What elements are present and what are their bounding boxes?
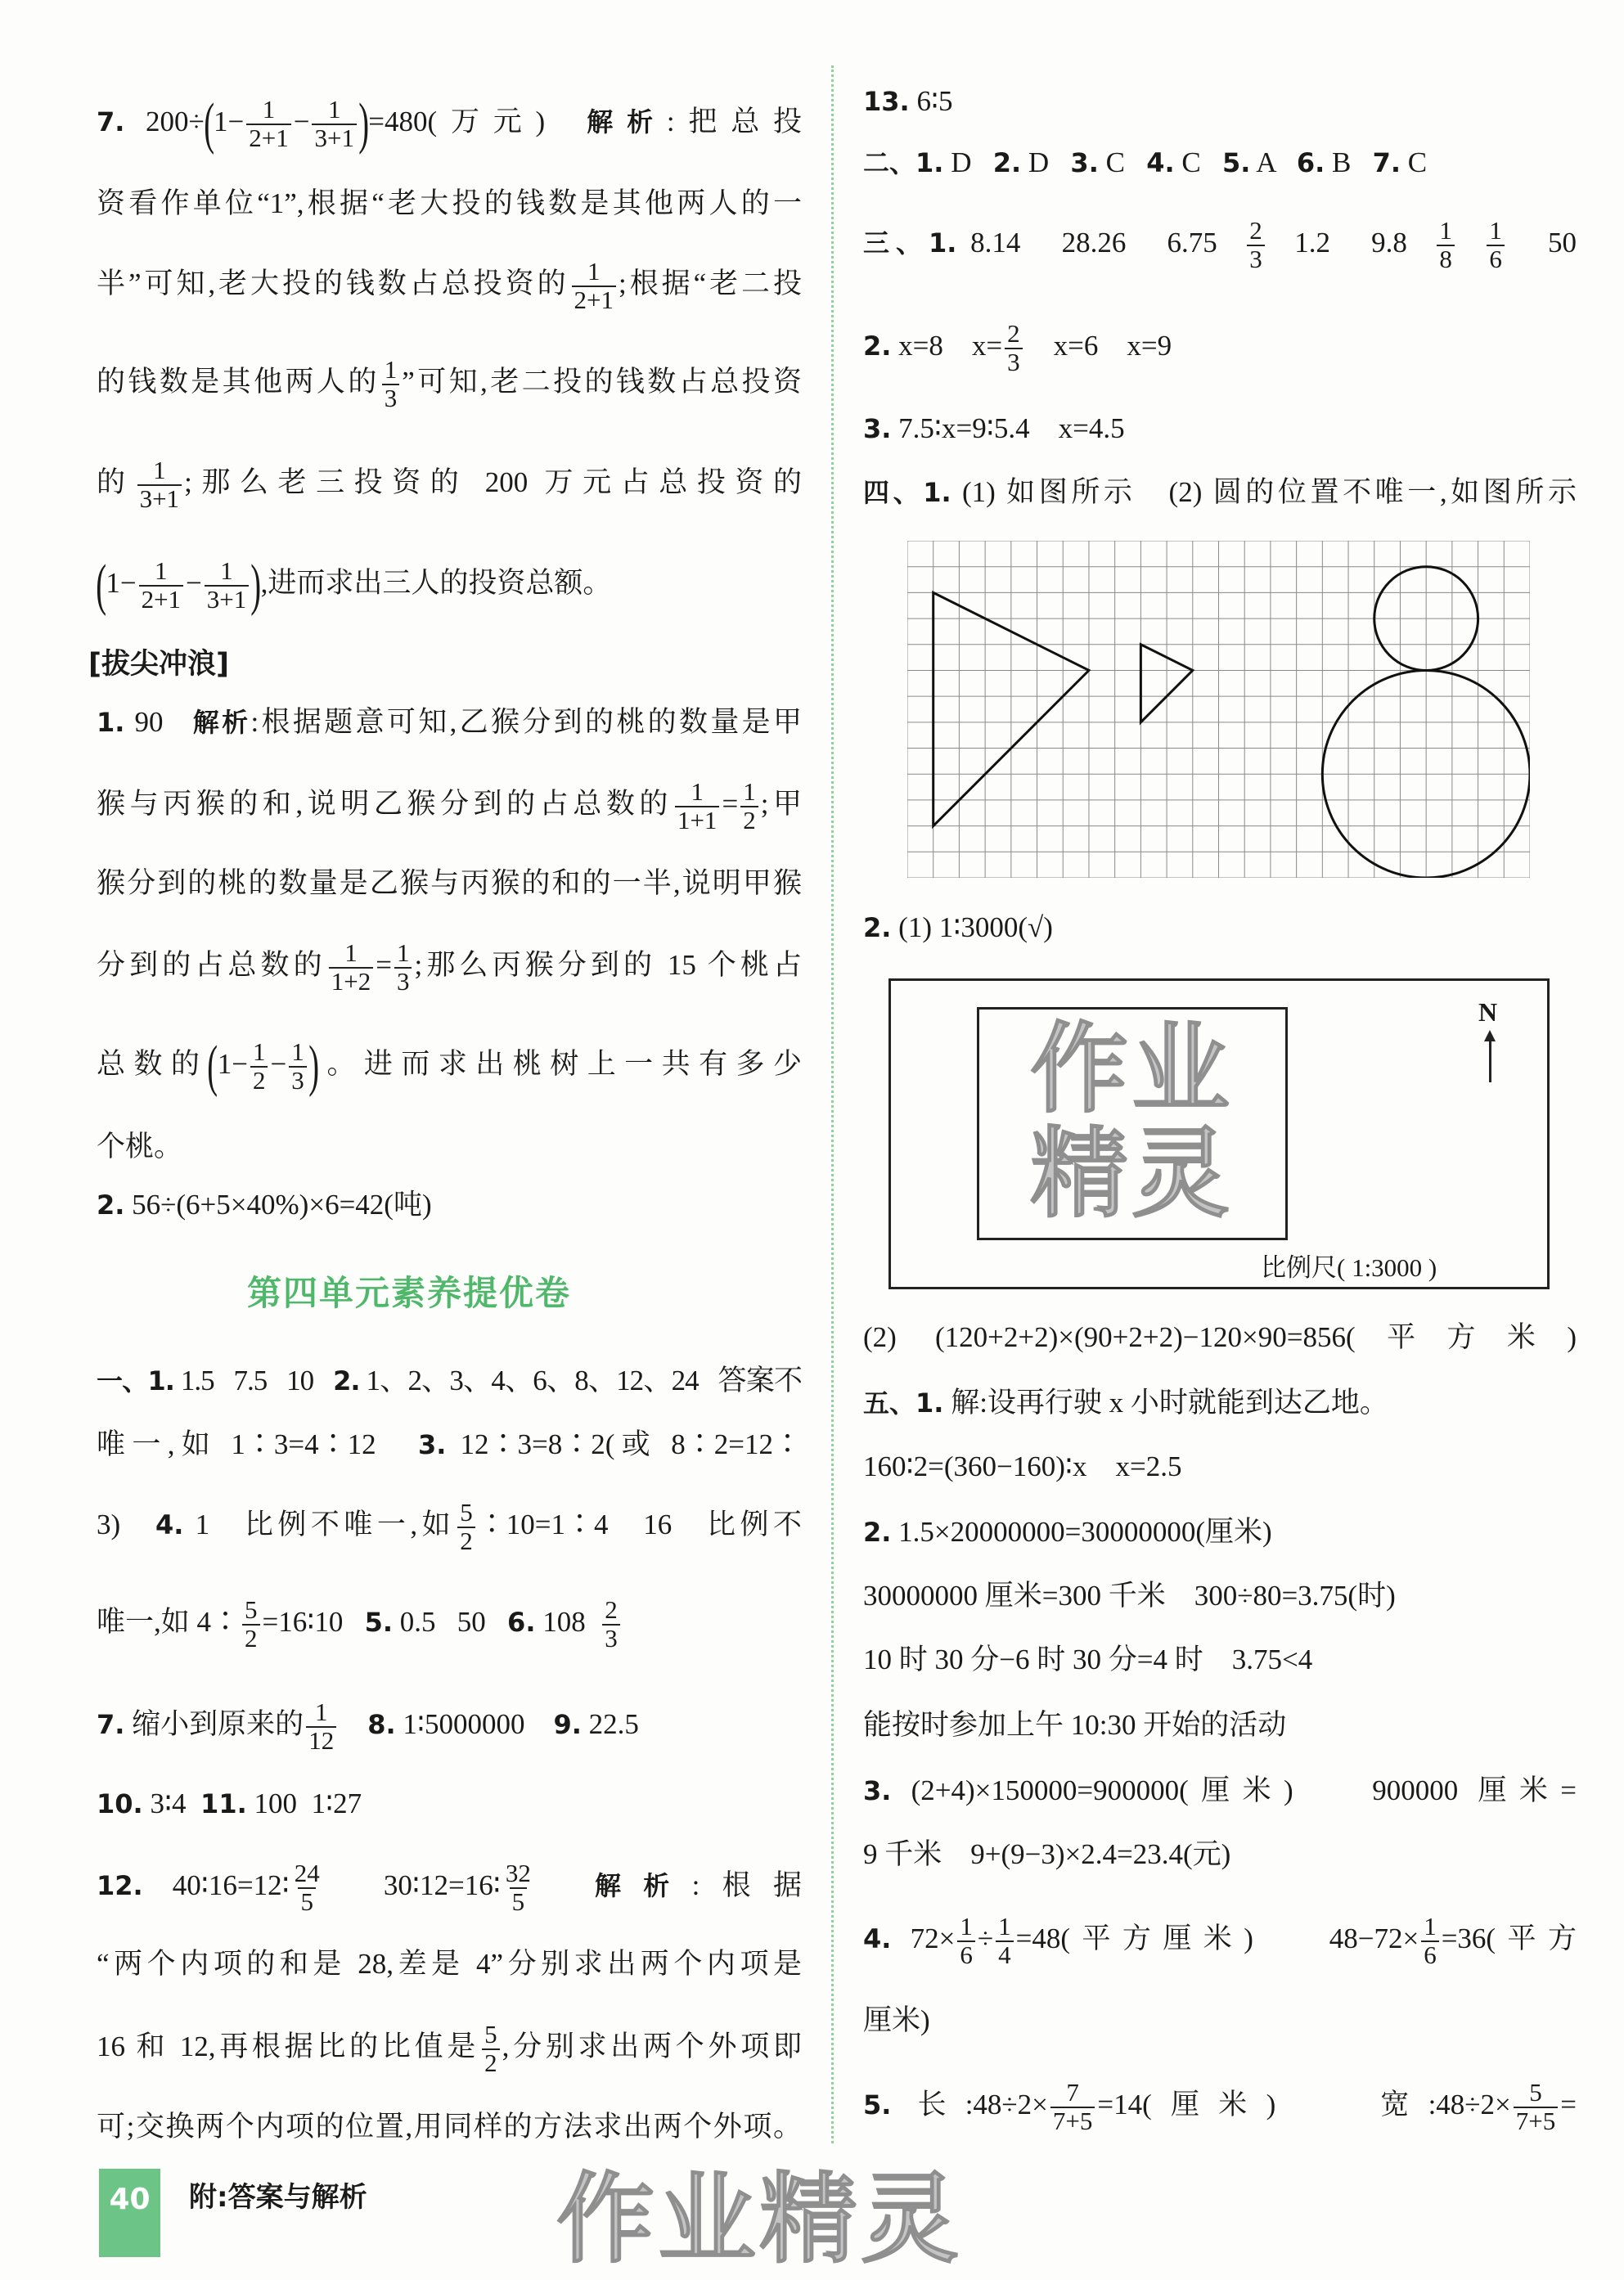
denominator: 3 [1005, 348, 1023, 376]
answer-line [97, 345, 802, 419]
fraction [740, 779, 758, 834]
fraction [306, 1699, 336, 1754]
text-run: 厘米) [863, 2004, 930, 2036]
big-parenthesis: ) [358, 92, 370, 155]
numerator: 5 [245, 1595, 258, 1625]
numerator: 2 [1007, 319, 1020, 349]
denominator: 1+1 [675, 806, 719, 834]
text-run: 1− [214, 106, 245, 137]
answer-line [863, 1366, 1577, 1440]
denominator: 3 [394, 967, 412, 996]
text-run: 解:设再行驶 x 小时就能到达乙地。 [943, 1387, 1388, 1419]
text-run: 12∶3=8∶2(或 8∶2=12∶ [446, 1428, 802, 1460]
numerator: 1 [1424, 1912, 1437, 1941]
fraction [572, 259, 616, 313]
text-run: C [1174, 146, 1222, 178]
text-run [1457, 227, 1484, 259]
fraction [1437, 218, 1455, 272]
bold-label: 5. [364, 1607, 394, 1638]
big-parenthesis: ) [308, 1034, 319, 1098]
denominator: 3+1 [205, 585, 249, 614]
text-run: ∶10=1∶4 16 比例不 [477, 1509, 802, 1540]
text-run: 。进而求出桃树上一共有多少 [318, 1048, 802, 1080]
fraction [242, 1597, 260, 1652]
answer-line [97, 546, 802, 620]
bold-label: 2. [863, 912, 892, 943]
text-run: 1、2、3、4、6、8、12、24 答案不 [359, 1365, 802, 1396]
numerator: 1 [587, 257, 601, 286]
text-run: 6∶5 [909, 85, 953, 117]
text-run: = [376, 949, 392, 981]
text-run: 3) [97, 1509, 155, 1540]
bold-label: 4. [1146, 147, 1175, 178]
fraction [457, 1500, 475, 1554]
bold-label: 3. [863, 413, 892, 444]
denominator: 1+2 [329, 967, 373, 996]
answer-line [863, 1984, 1577, 2057]
fraction [957, 1913, 975, 1968]
text-run: 的 [97, 466, 135, 498]
text-run: 唯一,如 4∶ [97, 1606, 241, 1638]
text-run: 个桃。 [97, 1131, 183, 1162]
fraction [602, 1597, 620, 1652]
numerator: 1 [220, 556, 233, 586]
denominator: 2+1 [246, 124, 290, 152]
answer-line [97, 85, 802, 159]
bold-label: 1. [97, 707, 125, 738]
answer-line [97, 1168, 802, 1242]
answer-line [97, 167, 802, 241]
text-run: ,进而求出三人的投资总额。 [260, 567, 612, 599]
text-run: B [1325, 146, 1373, 178]
fraction [675, 779, 719, 834]
text-run: (2+4)×150000=900000(厘米) 900000 厘米= [891, 1774, 1577, 1806]
answer-line [97, 2010, 802, 2084]
text-run: “两个内项的和是 28,差是 4”分别求出两个内项是 [97, 1948, 802, 1980]
numerator: 1 [396, 938, 410, 968]
text-run: 1− [106, 567, 137, 599]
answer-line [863, 456, 1577, 529]
text-run: =480(万元) [368, 106, 587, 137]
text-run: ”可知,老二投的钱数占总投资 [402, 366, 802, 398]
answer-line [863, 1430, 1577, 1504]
text-run: =14(厘米) 宽:48÷2× [1097, 2089, 1511, 2120]
bold-label: 五、1. [863, 1387, 944, 1419]
bold-label: 11. [200, 1788, 247, 1819]
bold-label: 2. [863, 331, 892, 362]
bold-label: 2. [97, 1189, 125, 1221]
bold-label: 5. [1221, 147, 1251, 178]
text-run: 猴分到的桃的数量是乙猴与丙猴的和的一半,说明甲猴 [97, 867, 802, 899]
denominator: 2+1 [572, 286, 616, 314]
page-number-badge: 40 [99, 2169, 160, 2257]
text-run: 30000000 厘米=300 千米 300÷80=3.75(时) [863, 1580, 1396, 1612]
numerator: 1 [998, 1912, 1011, 1941]
grid-figure [907, 541, 1530, 878]
bold-label: 5. [863, 2089, 892, 2120]
text-run: x=8 x= [891, 330, 1003, 362]
text-run: 分到的占总数的 [97, 949, 326, 981]
denominator: 2 [242, 1624, 260, 1653]
text-run: 40∶16=12∶ [142, 1869, 290, 1901]
bold-label: 解析 [192, 707, 251, 738]
text-run: 1 比例不唯一,如 [183, 1509, 456, 1540]
text-run: 22.5 [581, 1708, 639, 1740]
numerator: 1 [344, 938, 358, 968]
denominator: 7+5 [1514, 2107, 1558, 2135]
bold-label: 一、1. [97, 1365, 174, 1396]
answer-line [97, 1408, 802, 1482]
denominator: 12 [306, 1726, 336, 1755]
fraction [139, 558, 183, 613]
bold-label: 四、1. [863, 477, 951, 508]
text-run: 可;交换两个内项的位置,用同样的方法求出两个外项。 [97, 2111, 802, 2143]
text-run: − [270, 1048, 287, 1080]
answer-line [97, 1488, 802, 1562]
answer-line [863, 1754, 1577, 1828]
text-run: 0.5 50 [393, 1606, 508, 1638]
denominator: 8 [1437, 245, 1455, 273]
denominator: 3+1 [312, 124, 356, 152]
text-run: − [186, 567, 202, 599]
answer-line [97, 1028, 802, 1101]
denominator: 5 [510, 1887, 528, 1916]
text-run: A [1250, 146, 1297, 178]
big-parenthesis: ( [96, 553, 107, 617]
answer-line [863, 1818, 1577, 1891]
bold-label: 4. [155, 1509, 184, 1540]
numerator: 1 [960, 1912, 973, 1941]
text-run: (2) (120+2+2)×(90+2+2)−120×90=856(平方米) [863, 1321, 1577, 1353]
bold-label: 3. [1070, 147, 1099, 178]
text-run: 的钱数是其他两人的 [97, 366, 380, 398]
unit-title: 第四单元素养提优卷 [246, 1273, 571, 1313]
text-run: ;根据“老二投 [619, 268, 802, 299]
numerator: 1 [691, 777, 704, 807]
numerator: 1 [291, 1037, 304, 1067]
text-run [536, 1869, 595, 1901]
denominator: 5 [298, 1887, 316, 1916]
text-run: 1∶5000000 [395, 1708, 554, 1740]
text-run [339, 1708, 367, 1740]
answer-line [863, 1559, 1577, 1633]
text-run: 50 [1506, 227, 1577, 259]
answer-line [97, 2090, 802, 2164]
bold-label: 10. [97, 1788, 143, 1819]
text-run: 唯一,如 1∶3=4∶12 [97, 1428, 418, 1460]
bold-label: 9. [553, 1709, 582, 1740]
fraction [246, 97, 290, 151]
denominator: 3 [1247, 245, 1265, 273]
text-run: x=6 x=9 [1024, 330, 1172, 362]
text-run: =48(平方厘米) 48−72× [1015, 1922, 1419, 1954]
text-run: 72× [891, 1922, 956, 1954]
answer-line [97, 1688, 802, 1761]
answer-line [863, 309, 1577, 383]
bold-label: 7. [1372, 147, 1401, 178]
denominator: 6 [1487, 245, 1505, 273]
text-run: 长:48÷2× [891, 2089, 1048, 2120]
text-run: 100 1∶27 [246, 1788, 362, 1819]
numerator: 24 [294, 1859, 320, 1888]
bold-label: 二、1. [863, 147, 944, 178]
denominator: 6 [1421, 1940, 1439, 1969]
bold-label: 解析 [587, 106, 667, 137]
text-run: ;甲 [760, 788, 802, 820]
text-run: (1) 如图所示 (2) 圆的位置不唯一,如图所示 [951, 476, 1577, 508]
watermark: 作业精灵 [1030, 1013, 1233, 1231]
text-run: 缩小到原来的 [124, 1708, 304, 1740]
text-run: 1.5×20000000=30000000(厘米) [891, 1516, 1272, 1548]
north-arrow-icon [1489, 1038, 1491, 1082]
answer-line [863, 891, 1577, 965]
denominator: 3 [602, 1624, 620, 1653]
answer-line [97, 1767, 802, 1841]
answer-line [863, 392, 1577, 465]
bold-label: 8. [367, 1709, 396, 1740]
fraction [382, 357, 400, 411]
fraction [1050, 2080, 1095, 2134]
text-run: 30∶12=16∶ [324, 1869, 501, 1901]
text-run: D [1021, 146, 1071, 178]
numerator: 1 [262, 95, 276, 124]
answer-line [97, 247, 802, 321]
big-parenthesis: ) [250, 553, 262, 617]
text-run: =36(平方 [1441, 1922, 1577, 1954]
text-run: 3∶4 [142, 1788, 201, 1819]
big-parenthesis: ( [203, 92, 214, 155]
fraction [1247, 218, 1265, 272]
numerator: 1 [153, 456, 166, 485]
bold-label: 2. [333, 1365, 360, 1396]
numerator: 2 [605, 1595, 618, 1625]
bold-label: 4. [863, 1923, 892, 1954]
numerator: 1 [1439, 216, 1452, 245]
bold-label: 13. [863, 86, 910, 117]
answer-line [863, 206, 1577, 280]
numerator: 1 [743, 777, 756, 807]
text-run: 108 [535, 1606, 601, 1638]
text-run: 1.5 7.5 10 [173, 1365, 334, 1396]
answer-line [863, 1301, 1577, 1374]
fraction [394, 940, 412, 995]
answer-line [97, 847, 802, 920]
answer-line [863, 1689, 1577, 1762]
text-run: = [722, 788, 739, 820]
denominator: 2+1 [139, 585, 183, 614]
bold-label: 2. [863, 1517, 892, 1548]
numerator: 1 [327, 95, 341, 124]
fraction [1005, 321, 1023, 376]
fraction [1514, 2080, 1558, 2134]
text-run: ,分别求出两个外项即 [502, 2030, 802, 2062]
numerator: 5 [484, 2020, 497, 2049]
text-run: :把总投 [666, 106, 802, 137]
denominator: 7+5 [1050, 2107, 1095, 2135]
text-run: :根据题意可知,乙猴分到的桃的数量是甲 [250, 706, 803, 738]
text-run: ;那么老三投资的 200 万元占总投资的 [184, 466, 802, 498]
bold-label: 7. [97, 106, 125, 137]
column-divider [831, 65, 834, 2143]
text-run: 资看作单位“1”,根据“老大投的钱数是其他两人的一 [97, 187, 802, 219]
numerator: 2 [1249, 216, 1262, 245]
fraction [137, 457, 182, 512]
text-run: 200÷ [124, 106, 205, 137]
numerator: 32 [505, 1859, 531, 1888]
text-run: = [1560, 2089, 1577, 2120]
fraction [996, 1913, 1014, 1968]
big-parenthesis: ( [207, 1034, 218, 1098]
numerator: 1 [155, 556, 168, 586]
answer-line [97, 686, 802, 759]
answer-line [863, 126, 1577, 200]
answer-line [97, 1927, 802, 2001]
numerator: 7 [1066, 2078, 1079, 2107]
text-run: :根据 [691, 1869, 802, 1901]
text-run: ÷ [977, 1922, 994, 1954]
text-run: (1) 1∶3000(√) [891, 911, 1053, 943]
fraction [482, 2021, 500, 2076]
fraction [250, 1039, 268, 1094]
text-run: 半”可知,老大投的钱数占总投资的 [97, 268, 569, 299]
text-run: 猴与丙猴的和,说明乙猴分到的占总数的 [97, 788, 673, 820]
numerator: 1 [252, 1037, 266, 1067]
text-run: =16∶10 [262, 1606, 365, 1638]
text-run: 1− [217, 1048, 248, 1080]
denominator: 2 [457, 1527, 475, 1555]
fraction [312, 97, 356, 151]
denominator: 4 [996, 1940, 1014, 1969]
numerator: 5 [460, 1498, 473, 1527]
text-run: 1.2 9.8 [1266, 227, 1435, 259]
footer-label: 附:答案与解析 [189, 2181, 367, 2214]
text-run: 16 和 12,再根据比的比值是 [97, 2030, 480, 2062]
text-run: C [1098, 146, 1147, 178]
answer-line [863, 1902, 1577, 1976]
map-scale-label: 比例尺( 1:3000 ) [1261, 1253, 1437, 1282]
text-run: 160∶2=(360−160)∶x x=2.5 [863, 1450, 1182, 1482]
answer-line [863, 2068, 1577, 2142]
denominator: 3+1 [137, 484, 182, 513]
bold-label: 6. [1296, 147, 1325, 178]
text-run: 7.5∶x=9∶5.4 x=4.5 [891, 412, 1125, 444]
fraction [1421, 1913, 1439, 1968]
numerator: 1 [384, 355, 398, 384]
text-run: 能按时参加上午 10:30 开始的活动 [863, 1709, 1287, 1741]
text-run: 8.14 28.26 6.75 [956, 227, 1245, 259]
bold-label: 12. [97, 1870, 143, 1901]
text-run: 56÷(6+5×40%)×6=42(吨) [124, 1189, 432, 1221]
text-run: 9 千米 9+(9−3)×2.4=23.4(元) [863, 1838, 1231, 1870]
answer-line [863, 1495, 1577, 1569]
denominator: 2 [740, 806, 758, 834]
fraction [289, 1039, 307, 1094]
fraction [205, 558, 249, 613]
answer-line [97, 1344, 802, 1418]
north-label: N [1478, 997, 1498, 1027]
denominator: 3 [289, 1066, 307, 1095]
watermark: 作业精灵 [556, 2163, 962, 2277]
bold-label: 3. [417, 1429, 447, 1460]
denominator: 2 [482, 2048, 500, 2077]
answer-line [97, 446, 802, 519]
answer-line [97, 1849, 802, 1922]
numerator: 1 [314, 1698, 328, 1727]
fraction [1487, 218, 1505, 272]
text-run: ;那么丙猴分到的 15 个桃占 [414, 949, 802, 981]
text-run: 90 [124, 706, 193, 738]
fraction [503, 1860, 533, 1915]
text-run: C [1401, 146, 1428, 178]
section-label: [拔尖冲浪] [88, 648, 229, 681]
bold-label: 2. [992, 147, 1022, 178]
bold-label: 解析 [594, 1870, 692, 1901]
bold-label: 三、1. [863, 227, 957, 259]
fraction [292, 1860, 322, 1915]
bold-label: 6. [507, 1607, 536, 1638]
bold-label: 3. [863, 1775, 892, 1806]
answer-line [97, 929, 802, 1002]
fraction [329, 940, 373, 995]
text-run: − [293, 106, 310, 137]
answer-line [97, 1585, 802, 1659]
bold-label: 7. [97, 1709, 125, 1740]
denominator: 6 [957, 1940, 975, 1969]
text-run: D [943, 146, 993, 178]
text-run: 10 时 30 分−6 时 30 分=4 时 3.75<4 [863, 1644, 1313, 1675]
text-run: 总数的 [97, 1048, 209, 1080]
denominator: 2 [250, 1066, 268, 1095]
numerator: 5 [1529, 2078, 1542, 2107]
numerator: 1 [1489, 216, 1502, 245]
answer-line [863, 1623, 1577, 1697]
denominator: 3 [382, 384, 400, 412]
answer-line [97, 767, 802, 841]
